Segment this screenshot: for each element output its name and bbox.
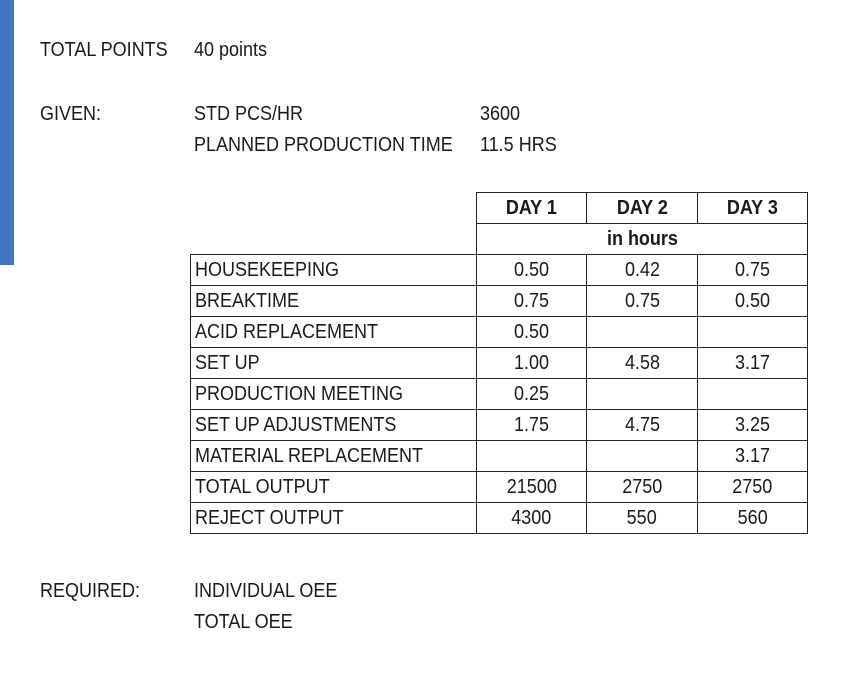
subheader-empty-cell xyxy=(191,224,477,255)
header-day-3: DAY 3 xyxy=(698,193,808,224)
table-row xyxy=(191,286,808,317)
row-value-day-1: 0.50 xyxy=(477,255,587,286)
row-label: REJECT OUTPUT xyxy=(191,503,477,534)
given-item-production-time-label: PLANNED PRODUCTION TIME xyxy=(194,134,453,156)
header-empty-cell xyxy=(191,193,477,224)
given-label: GIVEN: xyxy=(40,103,102,125)
table-row xyxy=(191,441,808,472)
row-value-day-2 xyxy=(587,379,698,410)
row-label: PRODUCTION MEETING xyxy=(191,379,477,410)
row-value-day-1: 0.25 xyxy=(477,379,587,410)
row-value-day-3: 3.17 xyxy=(698,441,808,472)
row-label: ACID REPLACEMENT xyxy=(191,317,477,348)
row-value-day-2 xyxy=(587,317,698,348)
row-value-day-1: 4300 xyxy=(477,503,587,534)
row-value-day-3 xyxy=(698,379,808,410)
row-value-day-3 xyxy=(698,317,808,348)
row-value-day-3: 560 xyxy=(698,503,808,534)
subheader-in-hours: in hours xyxy=(477,224,808,255)
row-value-day-2 xyxy=(587,441,698,472)
table-subheader-row xyxy=(191,224,808,255)
row-label: SET UP ADJUSTMENTS xyxy=(191,410,477,441)
row-value-day-3: 0.75 xyxy=(698,255,808,286)
row-label: BREAKTIME xyxy=(191,286,477,317)
row-value-day-1 xyxy=(477,441,587,472)
accent-bar xyxy=(0,0,14,265)
table-header-row xyxy=(191,193,808,224)
row-value-day-2: 4.75 xyxy=(587,410,698,441)
row-label: HOUSEKEEPING xyxy=(191,255,477,286)
row-value-day-2: 550 xyxy=(587,503,698,534)
given-item-std-pcs-value: 3600 xyxy=(480,103,521,125)
given-item-production-time-value: 11.5 HRS xyxy=(480,134,557,156)
table-row xyxy=(191,503,808,534)
row-value-day-1: 21500 xyxy=(477,472,587,503)
row-label: TOTAL OUTPUT xyxy=(191,472,477,503)
row-value-day-1: 1.00 xyxy=(477,348,587,379)
required-label: REQUIRED: xyxy=(40,580,141,602)
downtime-table xyxy=(190,192,808,534)
row-value-day-2: 4.58 xyxy=(587,348,698,379)
table-row xyxy=(191,348,808,379)
row-label: MATERIAL REPLACEMENT xyxy=(191,441,477,472)
row-value-day-1: 0.50 xyxy=(477,317,587,348)
row-value-day-2: 2750 xyxy=(587,472,698,503)
required-item-total-oee: TOTAL OEE xyxy=(194,611,293,633)
row-value-day-2: 0.75 xyxy=(587,286,698,317)
total-points-label: TOTAL POINTS xyxy=(40,39,168,61)
row-value-day-1: 0.75 xyxy=(477,286,587,317)
row-value-day-3: 2750 xyxy=(698,472,808,503)
given-item-std-pcs-label: STD PCS/HR xyxy=(194,103,304,125)
table-row xyxy=(191,379,808,410)
table-row xyxy=(191,255,808,286)
table-row xyxy=(191,410,808,441)
row-value-day-3: 3.25 xyxy=(698,410,808,441)
header-day-1: DAY 1 xyxy=(477,193,587,224)
row-value-day-3: 0.50 xyxy=(698,286,808,317)
row-value-day-2: 0.42 xyxy=(587,255,698,286)
table-row xyxy=(191,472,808,503)
table-row xyxy=(191,317,808,348)
total-points-value: 40 points xyxy=(194,39,268,61)
row-label: SET UP xyxy=(191,348,477,379)
header-day-2: DAY 2 xyxy=(587,193,698,224)
row-value-day-3: 3.17 xyxy=(698,348,808,379)
required-item-individual-oee: INDIVIDUAL OEE xyxy=(194,580,338,602)
row-value-day-1: 1.75 xyxy=(477,410,587,441)
